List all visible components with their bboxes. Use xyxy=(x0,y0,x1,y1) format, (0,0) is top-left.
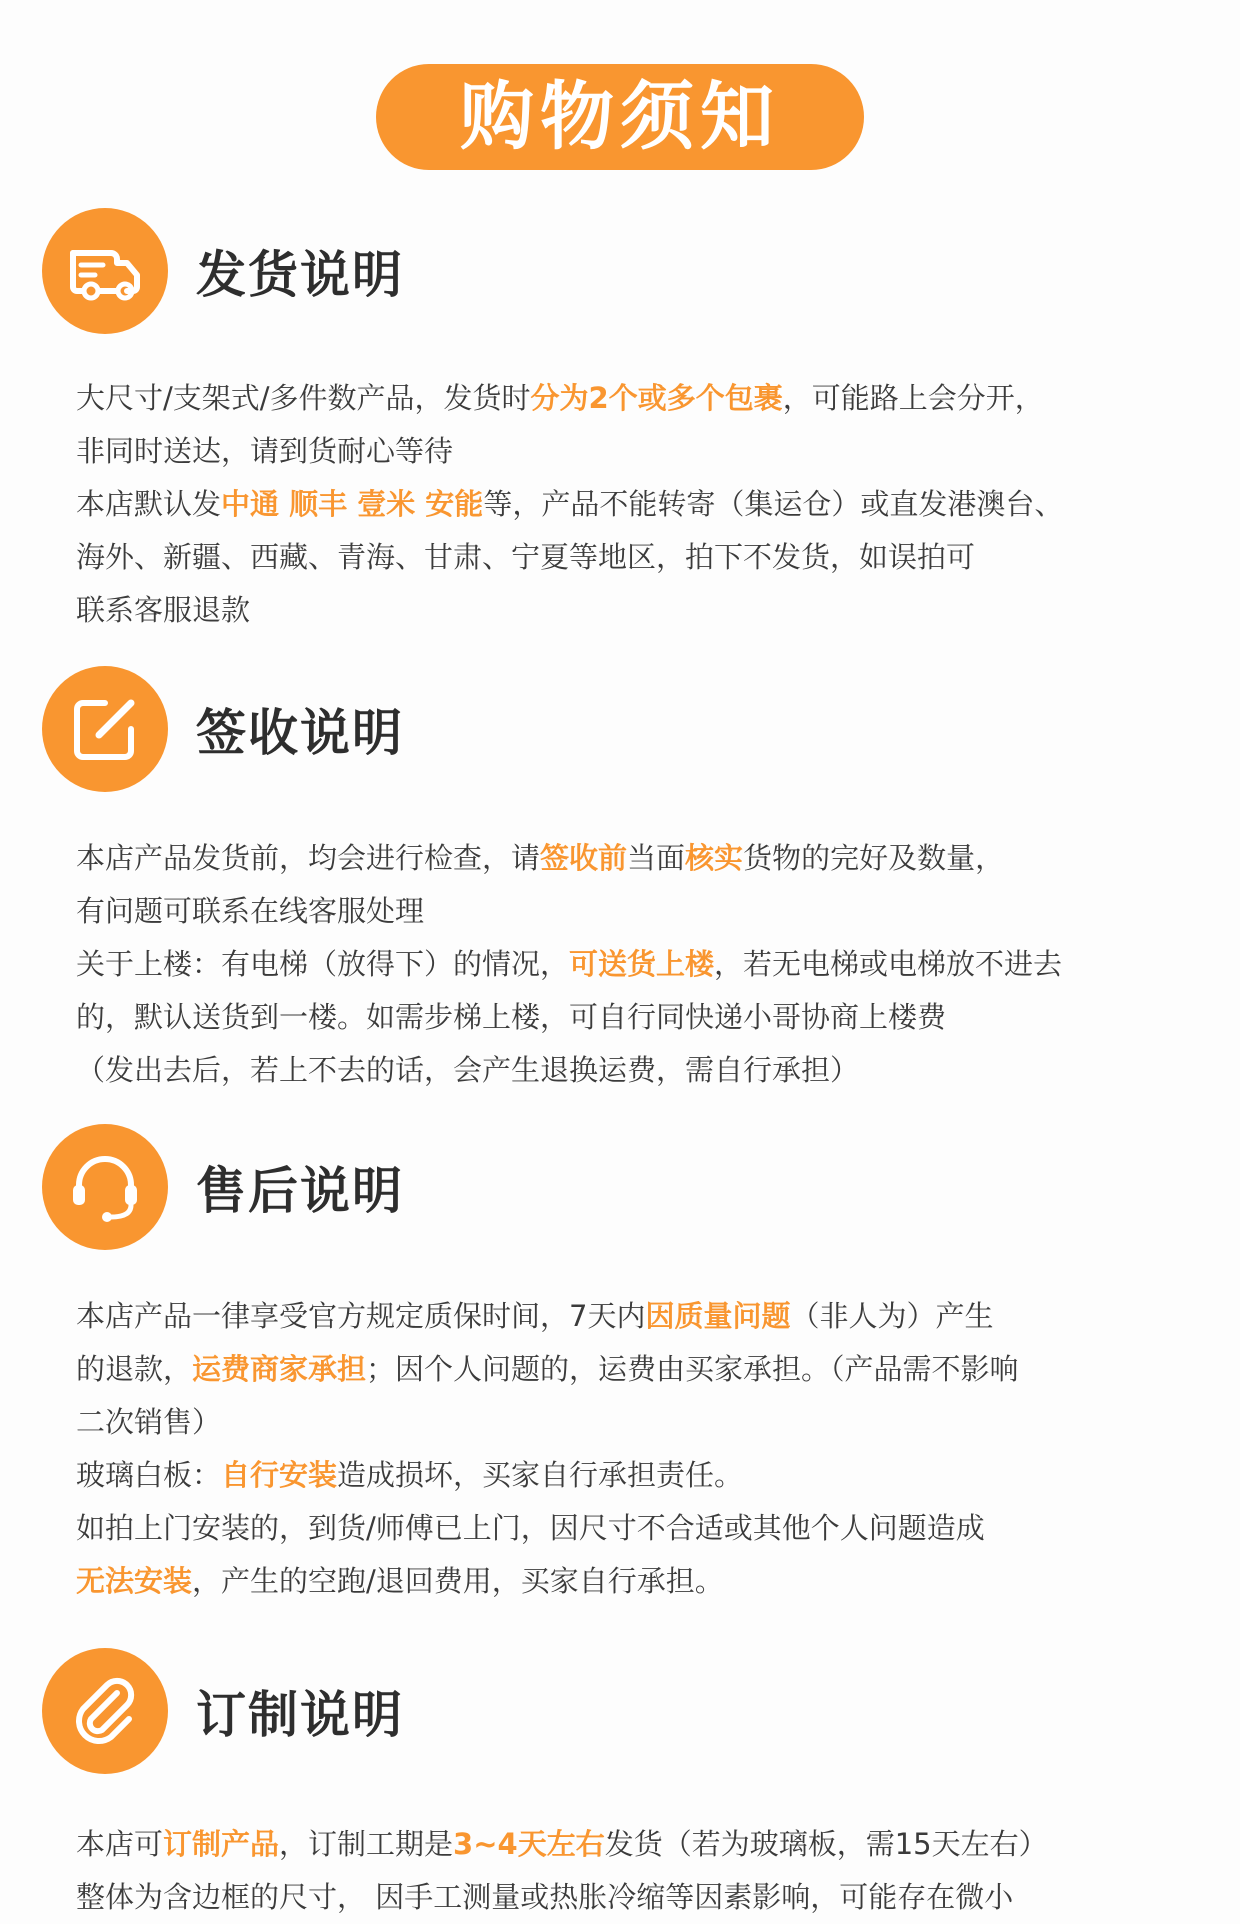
body-line xyxy=(76,531,1196,584)
body-line xyxy=(76,885,1196,938)
body-line xyxy=(76,372,1196,425)
page-title: 购物须知 xyxy=(460,74,780,160)
body-text: ，若无电梯或电梯放不进去 xyxy=(714,947,1063,981)
highlight-text: 核实 xyxy=(685,841,744,875)
body-line xyxy=(76,991,1196,1044)
body-line xyxy=(76,832,1196,885)
section-title-custom: 订制说明 xyxy=(196,1686,404,1744)
body-text: 等，产品不能转寄（集运仓）或直发港澳台、 xyxy=(483,487,1064,521)
body-line xyxy=(76,1343,1196,1396)
body-text: 货物的完好及数量， xyxy=(743,841,1005,875)
highlight-text: 运费商家承担 xyxy=(192,1352,367,1386)
body-text: 关于上楼：有电梯（放得下）的情况， xyxy=(76,947,570,981)
edit-icon xyxy=(42,666,168,792)
section-body-receipt xyxy=(76,832,1196,1097)
highlight-text: 中通 顺丰 壹米 安能 xyxy=(221,487,484,521)
body-text: 如拍上门安装的，到货/师傅已上门，因尺寸不合适或其他个人问题造成 xyxy=(76,1511,985,1545)
body-text: 非同时送达，请到货耐心等待 xyxy=(76,434,454,468)
body-text: 玻璃白板： xyxy=(76,1458,222,1492)
section-body-shipping xyxy=(76,372,1196,637)
section-title-receipt: 签收说明 xyxy=(196,704,404,762)
body-text: 当面 xyxy=(627,841,686,875)
body-text: 的退款， xyxy=(76,1352,193,1386)
body-text: 二次销售） xyxy=(76,1405,222,1439)
highlight-text: 签收前 xyxy=(540,841,628,875)
highlight-text: 分为2个或多个包裹 xyxy=(530,381,783,415)
body-text: 海外、新疆、西藏、青海、甘肃、宁夏等地区，拍下不发货，如误拍可 xyxy=(76,540,976,574)
body-line xyxy=(76,584,1196,637)
section-body-custom xyxy=(76,1818,1196,1924)
body-text: 本店默认发 xyxy=(76,487,222,521)
body-text: ；因个人问题的，运费由买家承担。（产品需不影响 xyxy=(366,1352,1019,1386)
page-title-pill xyxy=(376,64,864,170)
body-line xyxy=(76,1044,1196,1097)
section-body-aftersales xyxy=(76,1290,1196,1608)
body-text: 本店产品发货前，均会进行检查，请 xyxy=(76,841,541,875)
body-line xyxy=(76,938,1196,991)
highlight-text: 可送货上楼 xyxy=(569,947,715,981)
body-line xyxy=(76,1449,1196,1502)
highlight-text: 自行安装 xyxy=(221,1458,338,1492)
body-line xyxy=(76,1290,1196,1343)
body-text: 有问题可联系在线客服处理 xyxy=(76,894,425,928)
body-line xyxy=(76,1871,1196,1924)
highlight-text: 无法安装 xyxy=(76,1564,193,1598)
section-header-custom xyxy=(42,1648,404,1774)
body-line xyxy=(76,1396,1196,1449)
body-text: 的，默认送货到一楼。如需步梯上楼，可自行同快递小哥协商上楼费 xyxy=(76,1000,947,1034)
body-text: ，可能路上会分开， xyxy=(782,381,1044,415)
body-text: 大尺寸/支架式/多件数产品，发货时 xyxy=(76,381,531,415)
highlight-text: 3~4天左右 xyxy=(453,1827,605,1861)
paperclip-icon xyxy=(42,1648,168,1774)
body-line xyxy=(76,1818,1196,1871)
body-line xyxy=(76,478,1196,531)
truck-icon xyxy=(42,208,168,334)
body-text: 本店产品一律享受官方规定质保时间，7天内 xyxy=(76,1299,646,1333)
body-text: （发出去后，若上不去的话，会产生退换运费，需自行承担） xyxy=(76,1053,860,1087)
body-text: ，产生的空跑/退回费用，买家自行承担。 xyxy=(192,1564,724,1598)
body-line xyxy=(76,1555,1196,1608)
highlight-text: 因质量问题 xyxy=(645,1299,791,1333)
body-text: 整体为含边框的尺寸， 因手工测量或热胀冷缩等因素影响，可能存在微小 xyxy=(76,1880,1014,1914)
body-text: 联系客服退款 xyxy=(76,593,251,627)
body-text: 发货（若为玻璃板，需15天左右） xyxy=(604,1827,1048,1861)
body-line xyxy=(76,425,1196,478)
body-line xyxy=(76,1502,1196,1555)
body-text: （非人为）产生 xyxy=(790,1299,994,1333)
body-text: 造成损坏，买家自行承担责任。 xyxy=(337,1458,744,1492)
headset-icon xyxy=(42,1124,168,1250)
body-text: ，订制工期是 xyxy=(279,1827,454,1861)
section-header-shipping xyxy=(42,208,404,334)
section-header-receipt xyxy=(42,666,404,792)
highlight-text: 订制产品 xyxy=(163,1827,280,1861)
body-text: 本店可 xyxy=(76,1827,164,1861)
section-title-shipping: 发货说明 xyxy=(196,246,404,304)
section-header-aftersales xyxy=(42,1124,404,1250)
section-title-aftersales: 售后说明 xyxy=(196,1162,404,1220)
